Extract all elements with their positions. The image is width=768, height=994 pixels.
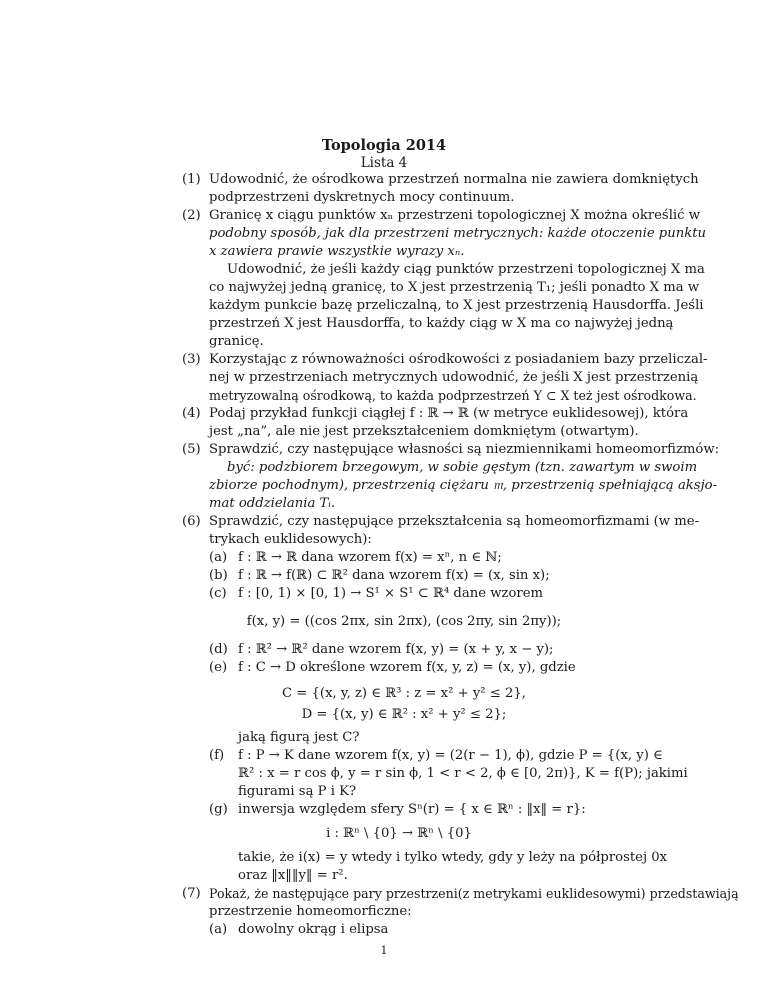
text-line: jest „na”, ale nie jest przekształceniem domkniętym (otwartym). <box>209 424 639 439</box>
text-line: nej w przestrzeniach metrycznych udowodnić, że jeśli X jest przestrzenią <box>209 370 699 385</box>
text-line: podobny sposób, jak dla przestrzeni metrycznych: każde otoczenie punktu <box>209 226 707 241</box>
sub-label: (g) <box>209 802 228 817</box>
sub-label: (c) <box>209 586 227 601</box>
item-label: (6) <box>182 514 201 529</box>
sub-label: (b) <box>209 568 228 583</box>
text-line: metryzowalną ośrodkową, to każda podprzestrzeń Y ⊂ X też jest ośrodkowa. <box>209 388 697 403</box>
sub-label: (e) <box>209 660 228 675</box>
page-title: Topologia 2014 <box>321 137 447 154</box>
text-line: takie, że i(x) = y wtedy i tylko wtedy, gdy y leży na półprostej 0x <box>238 850 668 865</box>
item-label: (5) <box>182 442 201 457</box>
item-label: (3) <box>182 352 201 367</box>
text-line: f : ℝ → ℝ dana wzorem f(x) = xⁿ, n ∈ ℕ; <box>238 550 502 565</box>
item-label: (1) <box>182 172 201 187</box>
text-line: Korzystając z równoważności ośrodkowości z posiadaniem bazy przeliczal- <box>209 352 708 367</box>
text-line: każdym punkcie bazę przeliczalną, to X jest przestrzenią Hausdorffa. Jeśli <box>209 298 704 313</box>
sub-label: (a) <box>209 922 228 937</box>
display-formula: f(x, y) = ((cos 2πx, sin 2πx), (cos 2πy, sin 2πy)); <box>246 614 562 629</box>
text-line: Udowodnić, że jeśli każdy ciąg punktów przestrzeni topologicznej X ma <box>227 262 705 277</box>
text-line: Pokaż, że następujące pary przestrzeni(z metrykami euklidesowymi) przedstawiają <box>209 886 739 901</box>
text-line: f : [0, 1) × [0, 1) → S¹ × S¹ ⊂ ℝ⁴ dane wzorem <box>238 586 544 601</box>
text-line: granicę. <box>209 334 264 349</box>
text-line: Sprawdzić, czy następujące przekształcenia są homeomorfizmami (w me- <box>209 514 700 529</box>
text-line: przestrzeń X jest Hausdorffa, to każdy ciąg w X ma co najwyżej jedną <box>209 316 674 331</box>
page-number: 1 <box>380 944 388 957</box>
text-line: co najwyżej jedną granicę, to X jest przestrzenią T₁; jeśli ponadto X ma w <box>209 280 700 295</box>
text-line: podprzestrzeni dyskretnych mocy continuum. <box>209 190 515 205</box>
item-label: (2) <box>182 208 201 223</box>
text-line: ℝ² : x = r cos ϕ, y = r sin ϕ, 1 < r < 2, ϕ ∈ [0, 2π)}, K = f(P); jakimi <box>238 766 688 781</box>
sub-label: (d) <box>209 642 228 657</box>
sub-label: (a) <box>209 550 228 565</box>
text-line: f : P → K dane wzorem f(x, y) = (2(r − 1), ϕ), gdzie P = {(x, y) ∈ <box>238 748 663 763</box>
text-line: Granicę x ciągu punktów xₙ przestrzeni topologicznej X można określić w <box>209 208 700 223</box>
text-line: x zawiera prawie wszystkie wyrazy xₙ. <box>209 244 465 259</box>
text-line: zbiorze pochodnym), przestrzenią ciężaru 𝔪, przestrzenią spełniającą aksjo- <box>209 478 718 493</box>
display-formula: C = {(x, y, z) ∈ ℝ³ : z = x² + y² ≤ 2}, <box>282 686 526 701</box>
page-subtitle: Lista 4 <box>360 155 408 171</box>
text-line: jaką figurą jest C? <box>238 730 360 745</box>
text-line: f : ℝ → f(ℝ) ⊂ ℝ² dana wzorem f(x) = (x, sin x); <box>238 568 550 583</box>
text-line: Udowodnić, że ośrodkowa przestrzeń normalna nie zawiera domkniętych <box>209 172 699 187</box>
text-line: f : C → D określone wzorem f(x, y, z) = (x, y), gdzie <box>238 660 576 675</box>
item-label: (4) <box>182 406 201 421</box>
text-line: figurami są P i K? <box>238 784 357 799</box>
display-formula: D = {(x, y) ∈ ℝ² : x² + y² ≤ 2}; <box>301 707 507 722</box>
display-formula: i : ℝⁿ \ {0} → ℝⁿ \ {0} <box>326 826 472 841</box>
text-line: dowolny okrąg i elipsa <box>238 922 389 937</box>
text-line: oraz ‖x‖‖y‖ = r². <box>238 868 348 883</box>
text-line: Podaj przykład funkcji ciągłej f : ℝ → ℝ (w metryce euklidesowej), która <box>209 406 689 421</box>
text-line: f : ℝ² → ℝ² dane wzorem f(x, y) = (x + y, x − y); <box>238 642 554 657</box>
item-label: (7) <box>182 886 201 901</box>
text-line: przestrzenie homeomorficzne: <box>209 904 412 919</box>
text-line: trykach euklidesowych): <box>209 532 372 547</box>
text-line: mat oddzielania Tᵢ. <box>209 496 336 511</box>
text-line: Sprawdzić, czy następujące własności są niezmiennikami homeomorfizmów: <box>209 442 720 457</box>
sub-label: (f) <box>209 748 225 763</box>
text-line: być: podzbiorem brzegowym, w sobie gęstym (tzn. zawartym w swoim <box>227 460 698 475</box>
text-line: inwersja względem sfery Sⁿ(r) = { x ∈ ℝⁿ : ‖x‖ = r}: <box>238 802 586 817</box>
